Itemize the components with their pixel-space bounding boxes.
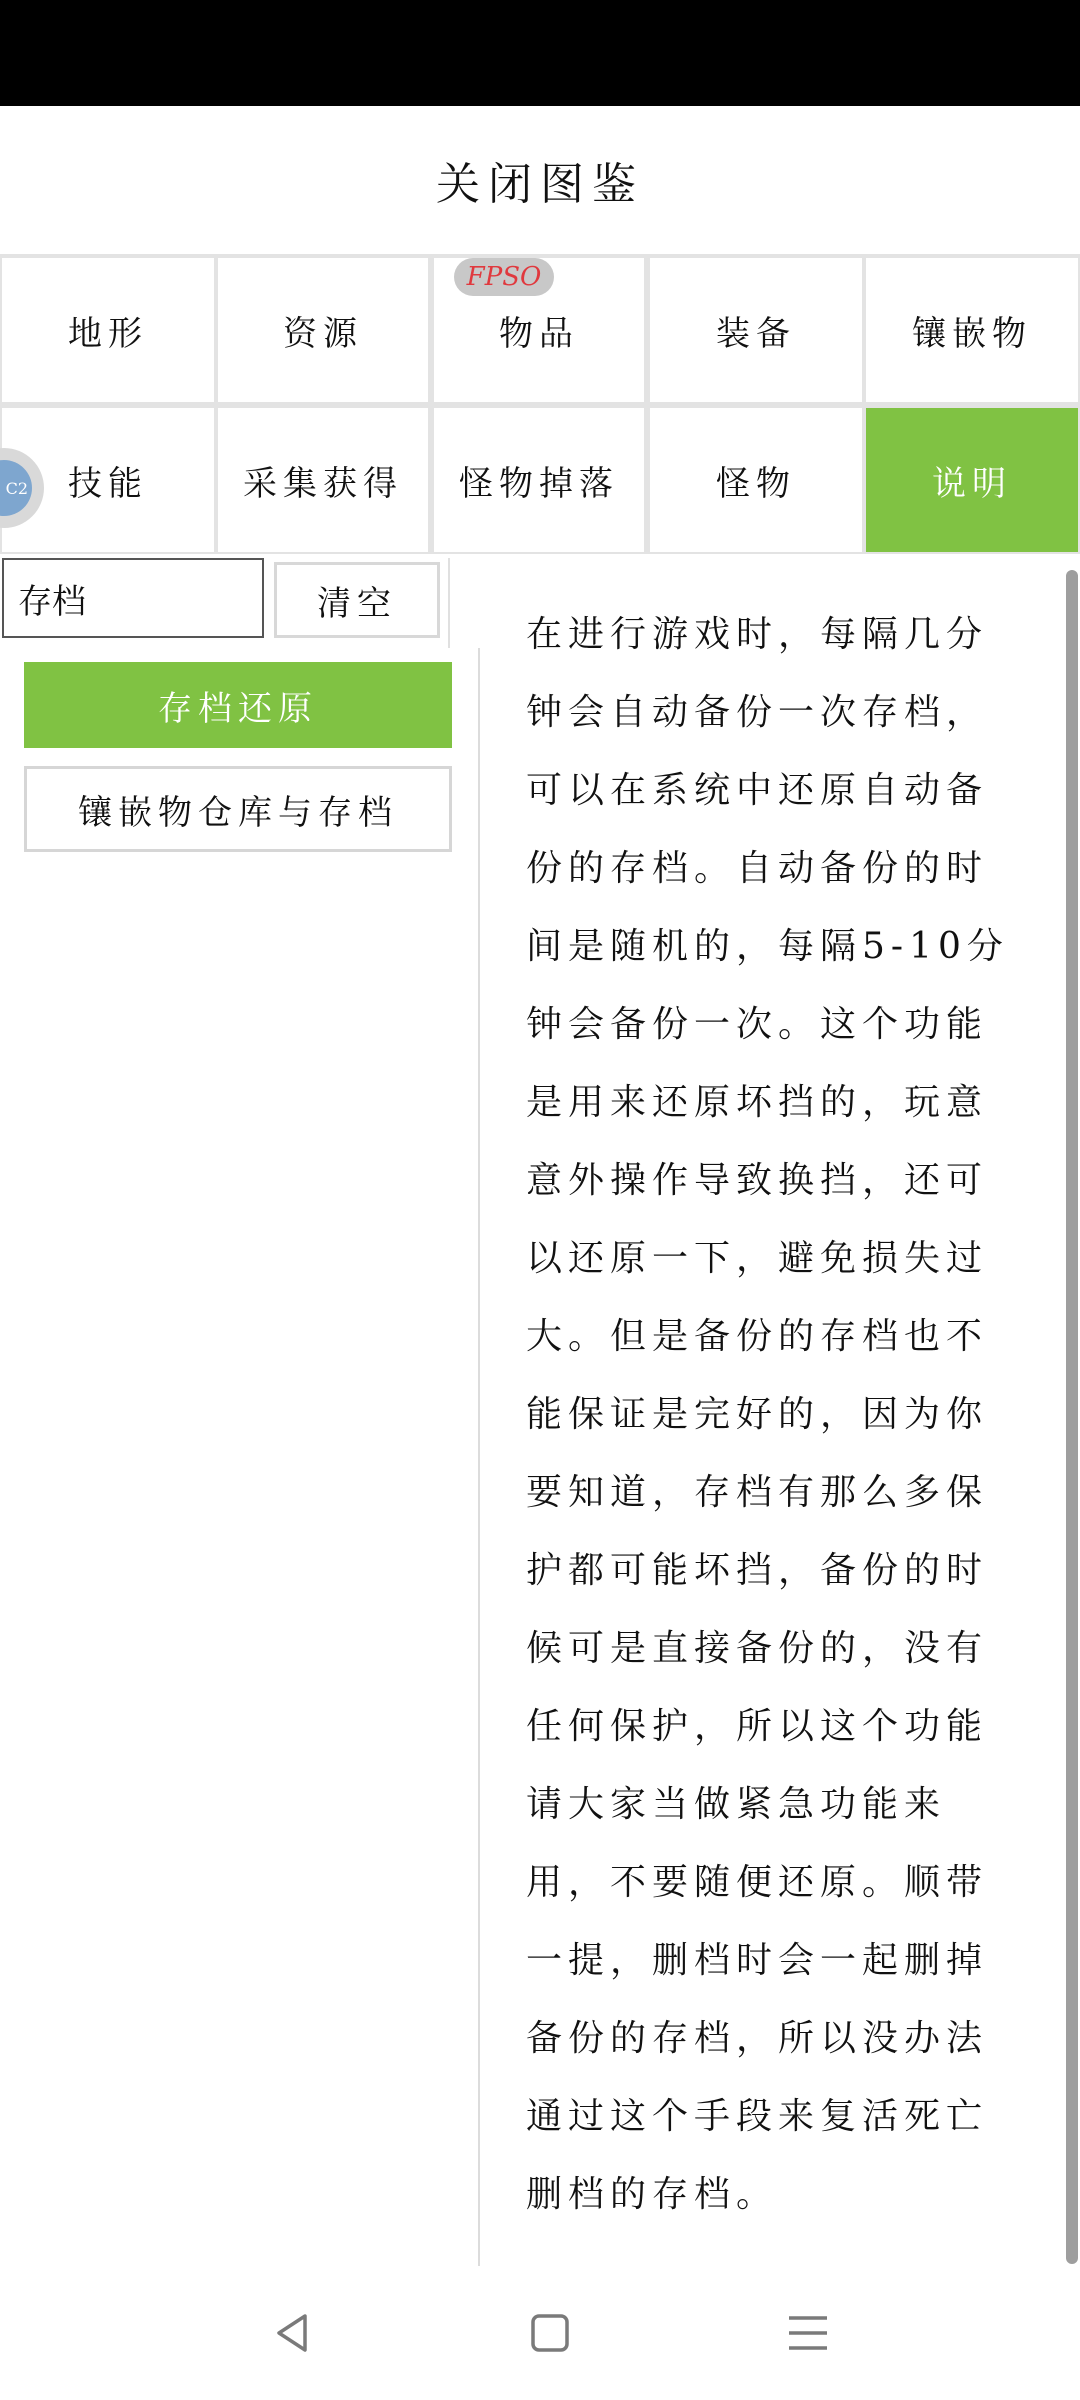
clear-button[interactable]: 清空 — [274, 562, 440, 638]
tab-resources[interactable]: 资源 — [218, 258, 428, 402]
tab-inlays[interactable]: 镶嵌物 — [866, 258, 1078, 402]
fpso-badge: FPSO — [454, 258, 554, 296]
home-button[interactable] — [490, 2266, 610, 2400]
divider — [448, 558, 450, 648]
floating-ball-label: C2 — [0, 460, 32, 516]
tab-monsters[interactable]: 怪物 — [650, 408, 862, 552]
description-text: 在进行游戏时，每隔几分钟会自动备份一次存档，可以在系统中还原自动备份的存档。自动备份的时间是随机的，每隔5-10分钟会备份一次。这个功能是用来还原坏挡的，玩意意外操作导致换挡，还可以还原一下，避免损失过大。但是备份的存档也不能保证是完好的，因为你要知道，存档有那么多保护都可能坏挡，备份的时候可是直接备份的，没有任何保护，所以这个功能请大家当做紧急功能来用，不要随便还原。顺带一提，删档时会一起删掉备份的存档，所以没办法通过这个手段来复活死亡删档的存档。 — [526, 614, 1009, 2215]
tab-terrain[interactable]: 地形 — [2, 258, 214, 402]
system-nav-bar — [0, 2266, 1080, 2400]
home-icon — [525, 2308, 575, 2358]
close-guide-bar[interactable] — [0, 106, 1080, 254]
close-guide-title[interactable]: 关闭图鉴 — [436, 159, 644, 210]
category-tab-grid — [0, 254, 1080, 554]
tab-gathering[interactable]: 采集获得 — [218, 408, 428, 552]
result-item-inlay-storage[interactable]: 镶嵌物仓库与存档 — [24, 766, 452, 852]
panel-divider — [478, 648, 480, 2266]
search-input[interactable] — [2, 558, 264, 638]
tab-instructions[interactable]: 说明 — [866, 408, 1078, 552]
tab-equipment[interactable]: 装备 — [650, 258, 862, 402]
tab-monster-drops[interactable]: 怪物掉落 — [434, 408, 644, 552]
scrollbar-thumb[interactable] — [1066, 570, 1078, 2264]
back-button[interactable] — [232, 2266, 352, 2400]
result-item-save-restore[interactable]: 存档还原 — [24, 662, 452, 748]
back-icon — [267, 2308, 317, 2358]
scrollbar[interactable] — [1064, 560, 1080, 2266]
menu-icon — [783, 2308, 833, 2358]
tab-items[interactable]: 物品 — [434, 258, 644, 402]
tab-skills[interactable]: 技能 — [2, 408, 214, 552]
menu-button[interactable] — [748, 2266, 868, 2400]
status-bar — [0, 0, 1080, 106]
